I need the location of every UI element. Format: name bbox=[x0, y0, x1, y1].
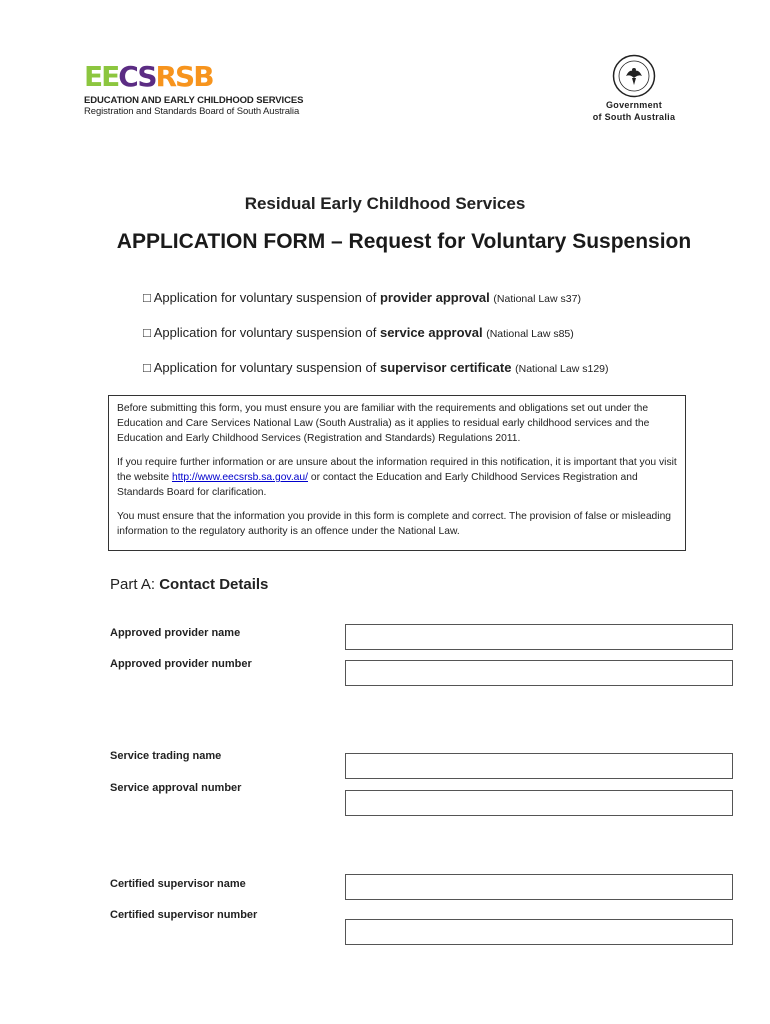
option-service-approval[interactable]: □ Application for voluntary suspension of service approval (National Law s85) bbox=[143, 325, 574, 340]
piping-shrike-emblem-icon bbox=[612, 54, 656, 98]
supervisor-number-field[interactable] bbox=[345, 919, 733, 945]
eecsrsb-logo-wordmark: EECSRSB bbox=[84, 60, 213, 93]
eecsrsb-logo bbox=[84, 62, 303, 117]
logo-org-name: EDUCATION AND EARLY CHILDHOOD SERVICES bbox=[84, 95, 304, 106]
form-title: APPLICATION FORM – Request for Voluntary Suspension bbox=[116, 230, 692, 253]
approval-number-field[interactable] bbox=[345, 790, 733, 816]
government-line2: of South Australia bbox=[592, 112, 676, 122]
government-sa-logo bbox=[586, 54, 682, 122]
trading-name-field[interactable] bbox=[345, 753, 733, 779]
provider-number-field[interactable] bbox=[345, 660, 733, 686]
provider-number-label: Approved provider number bbox=[110, 658, 252, 670]
form-subtitle: Residual Early Childhood Services bbox=[244, 194, 526, 213]
government-line1: Government bbox=[605, 100, 662, 110]
checkbox-icon[interactable]: □ bbox=[143, 325, 151, 340]
checkbox-icon[interactable]: □ bbox=[143, 290, 151, 305]
provider-name-field[interactable] bbox=[345, 624, 733, 650]
notice-box bbox=[108, 395, 686, 551]
trading-name-label: Service trading name bbox=[110, 750, 222, 762]
option-provider-approval[interactable]: □ Application for voluntary suspension of provider approval (National Law s37) bbox=[143, 290, 581, 305]
notice-paragraph-3: You must ensure that the information you provide in this form is complete and correct. The provision of false or misleading information to the regulatory authority is an offence under the National Law. bbox=[117, 511, 672, 537]
supervisor-name-field[interactable] bbox=[345, 874, 733, 900]
provider-name-label: Approved provider name bbox=[110, 627, 241, 639]
notice-paragraph-2: If you require further information or are unsure about the information required in this notification, it is important that you visit the website http://www.eecsrsb.sa.gov.au/ or contact the Education and Early Childhood Services Registration and Standards Board for clarification. bbox=[117, 457, 677, 498]
approval-number-label: Service approval number bbox=[110, 782, 242, 794]
website-link[interactable]: http://www.eecsrsb.sa.gov.au/ bbox=[171, 472, 308, 483]
option-supervisor-certificate[interactable]: □ Application for voluntary suspension of supervisor certificate (National Law s129) bbox=[143, 360, 609, 375]
part-a-heading: Part A: Contact Details bbox=[110, 576, 269, 593]
suspension-options bbox=[143, 288, 609, 393]
logo-org-subname: Registration and Standards Board of South Australia bbox=[84, 106, 300, 117]
supervisor-name-label: Certified supervisor name bbox=[110, 878, 246, 890]
supervisor-number-label: Certified supervisor number bbox=[110, 909, 258, 921]
checkbox-icon[interactable]: □ bbox=[143, 360, 151, 375]
notice-paragraph-1: Before submitting this form, you must ensure you are familiar with the requirements and obligations set out under the Education and Care Services National Law (South Australia) as it applies to residual early childhood services and the Education and Early Childhood Services (Registration and Standards) Regulations 2011. bbox=[117, 403, 650, 444]
